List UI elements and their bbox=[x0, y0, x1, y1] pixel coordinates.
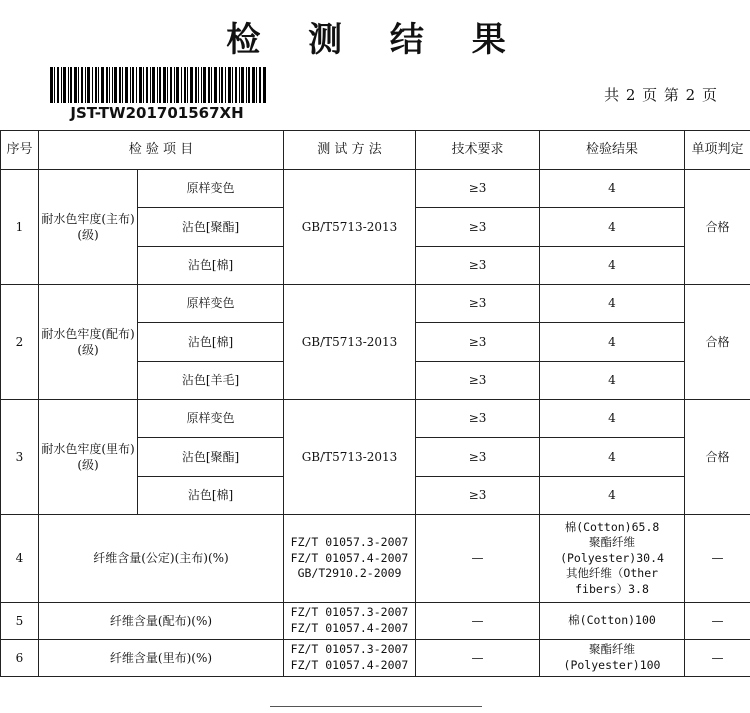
test-item: 纤维含量(配布)(%) bbox=[39, 603, 284, 640]
result-line: (Polyester)30.4 bbox=[560, 550, 664, 565]
result-line: fibers）3.8 bbox=[575, 581, 649, 596]
table-row bbox=[1, 640, 750, 677]
results-table bbox=[0, 130, 750, 677]
table-row bbox=[1, 285, 750, 323]
verdict: — bbox=[685, 603, 750, 640]
result: 4 bbox=[540, 247, 685, 285]
result bbox=[540, 603, 685, 640]
result: 4 bbox=[540, 323, 685, 362]
footer-divider bbox=[270, 706, 482, 707]
method-line: FZ/T 01057.3-2007 bbox=[290, 605, 409, 620]
test-item: 纤维含量(里布)(%) bbox=[39, 640, 284, 677]
requirement: — bbox=[416, 640, 540, 677]
table-row bbox=[1, 603, 750, 640]
requirement: ≥3 bbox=[416, 438, 540, 477]
method-line: FZ/T 01057.3-2007 bbox=[290, 642, 409, 657]
requirement: ≥3 bbox=[416, 285, 540, 323]
test-item: 耐水色牢度(配布)(级) bbox=[39, 285, 138, 400]
result bbox=[540, 515, 685, 603]
result-line: 棉(Cotton)100 bbox=[568, 613, 656, 628]
verdict: — bbox=[685, 515, 750, 603]
result: 4 bbox=[540, 362, 685, 400]
sub-item: 沾色[棉] bbox=[138, 477, 284, 515]
col-header-method: 测 试 方 法 bbox=[284, 131, 416, 170]
row-number: 6 bbox=[1, 640, 39, 677]
requirement: ≥3 bbox=[416, 400, 540, 438]
method-line: FZ/T 01057.3-2007 bbox=[290, 535, 409, 550]
test-item: 耐水色牢度(里布)(级) bbox=[39, 400, 138, 515]
test-item: 纤维含量(公定)(主布)(%) bbox=[39, 515, 284, 603]
result: 4 bbox=[540, 170, 685, 208]
result: 4 bbox=[540, 400, 685, 438]
sub-item: 原样变色 bbox=[138, 285, 284, 323]
row-number: 3 bbox=[1, 400, 39, 515]
col-header-result: 检验结果 bbox=[540, 131, 685, 170]
verdict: 合格 bbox=[685, 400, 750, 515]
method-line: FZ/T 01057.4-2007 bbox=[290, 621, 409, 635]
requirement: ≥3 bbox=[416, 208, 540, 247]
row-number: 1 bbox=[1, 170, 39, 285]
result-line: (Polyester)100 bbox=[563, 658, 661, 672]
test-method: GB/T5713-2013 bbox=[284, 285, 416, 400]
sub-item: 沾色[棉] bbox=[138, 323, 284, 362]
row-number: 2 bbox=[1, 285, 39, 400]
method-line: GB/T2910.2-2009 bbox=[297, 566, 402, 581]
table-row bbox=[1, 515, 750, 603]
page-count: 共 2 页 第 2 页 bbox=[604, 86, 718, 104]
result-line: 聚酯纤维 bbox=[589, 642, 635, 657]
result: 4 bbox=[540, 208, 685, 247]
verdict: 合格 bbox=[685, 285, 750, 400]
col-header-verdict: 单项判定 bbox=[685, 131, 750, 170]
test-method: GB/T5713-2013 bbox=[284, 400, 416, 515]
result-line: 棉(Cotton)65.8 bbox=[564, 519, 660, 534]
result: 4 bbox=[540, 477, 685, 515]
sub-item: 原样变色 bbox=[138, 400, 284, 438]
table-header-row bbox=[1, 131, 750, 170]
method-line: FZ/T 01057.4-2007 bbox=[290, 658, 409, 672]
requirement: ≥3 bbox=[416, 247, 540, 285]
requirement: ≥3 bbox=[416, 477, 540, 515]
requirement: ≥3 bbox=[416, 323, 540, 362]
requirement: ≥3 bbox=[416, 170, 540, 208]
barcode-number: JST-TW201701567XH bbox=[70, 104, 244, 122]
verdict: — bbox=[685, 640, 750, 677]
test-method bbox=[284, 515, 416, 603]
row-number: 4 bbox=[1, 515, 39, 603]
test-method: GB/T5713-2013 bbox=[284, 170, 416, 285]
table-row bbox=[1, 170, 750, 208]
test-method bbox=[284, 603, 416, 640]
verdict: 合格 bbox=[685, 170, 750, 285]
method-line: FZ/T 01057.4-2007 bbox=[290, 550, 409, 565]
result-line: 聚酯纤维 bbox=[589, 535, 635, 550]
sub-item: 沾色[聚酯] bbox=[138, 208, 284, 247]
result bbox=[540, 640, 685, 677]
test-item: 耐水色牢度(主布)(级) bbox=[39, 170, 138, 285]
sub-item: 沾色[聚酯] bbox=[138, 438, 284, 477]
table-row bbox=[1, 400, 750, 438]
requirement: — bbox=[416, 515, 540, 603]
page-title: 检 测 结 果 bbox=[226, 20, 524, 60]
barcode bbox=[50, 67, 266, 103]
row-number: 5 bbox=[1, 603, 39, 640]
col-header-requirement: 技术要求 bbox=[416, 131, 540, 170]
test-method bbox=[284, 640, 416, 677]
result-line: 其他纤维（Other bbox=[565, 566, 659, 581]
sub-item: 原样变色 bbox=[138, 170, 284, 208]
requirement: ≥3 bbox=[416, 362, 540, 400]
result: 4 bbox=[540, 438, 685, 477]
result: 4 bbox=[540, 285, 685, 323]
sub-item: 沾色[棉] bbox=[138, 247, 284, 285]
col-header-item: 检 验 项 目 bbox=[39, 131, 284, 170]
requirement: — bbox=[416, 603, 540, 640]
col-header-no: 序号 bbox=[1, 131, 39, 170]
sub-item: 沾色[羊毛] bbox=[138, 362, 284, 400]
